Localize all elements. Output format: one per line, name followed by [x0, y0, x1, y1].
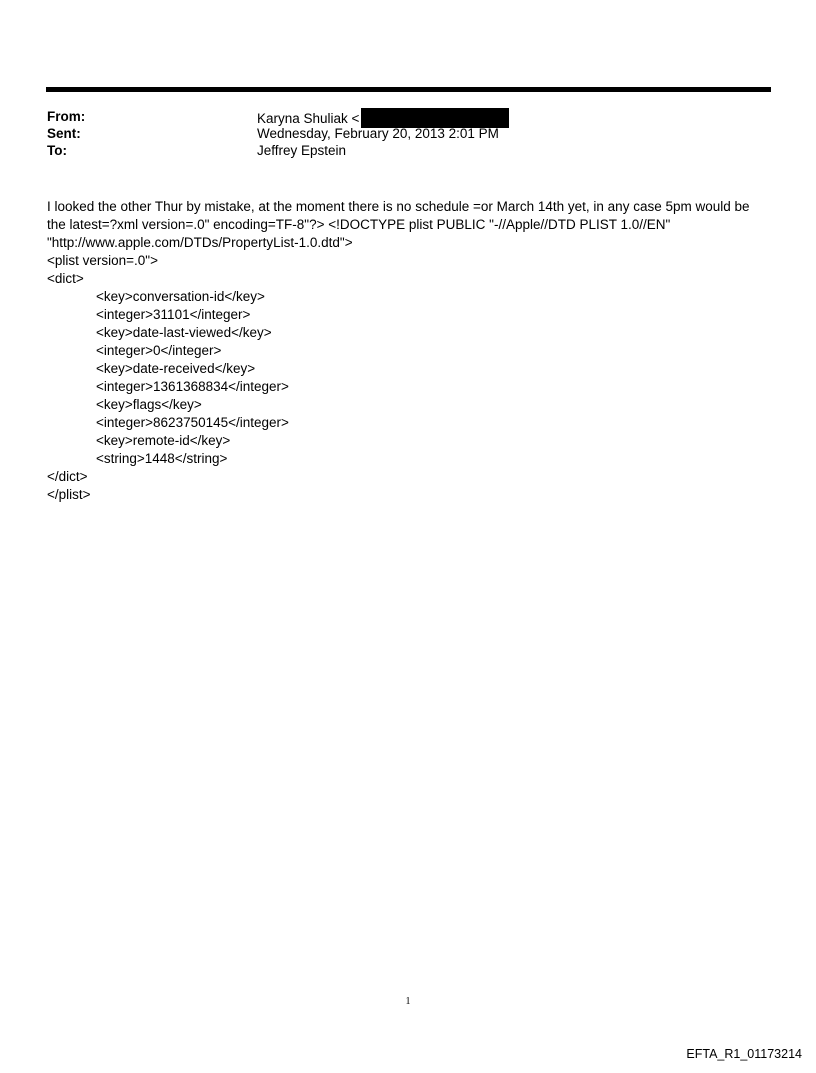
from-row	[47, 108, 767, 125]
body-line: </plist>	[47, 487, 91, 502]
body-line: <key>date-received</key>	[96, 361, 256, 376]
body-line: <integer>31101</integer>	[96, 307, 251, 322]
body-line: <integer>8623750145</integer>	[96, 415, 289, 430]
from-sender: Karyna Shuliak <	[257, 111, 360, 126]
sent-row	[47, 125, 767, 142]
body-line: <plist version=.0">	[47, 253, 158, 268]
body-line: "http://www.apple.com/DTDs/PropertyList-1.0.dtd">	[47, 235, 353, 250]
body-line: <integer>0</integer>	[96, 343, 222, 358]
to-value: Jeffrey Epstein	[257, 143, 347, 158]
sent-value: Wednesday, February 20, 2013 2:01 PM	[257, 126, 499, 141]
body-line: </dict>	[47, 469, 88, 484]
to-label: To:	[47, 143, 67, 158]
body-line: <key>flags</key>	[96, 397, 202, 412]
body-line: <key>date-last-viewed</key>	[96, 325, 272, 340]
body-line: I looked the other Thur by mistake, at the moment there is no schedule =or March 14th yet, in any case 5pm would be	[47, 199, 750, 214]
document-id: EFTA_R1_01173214	[686, 1047, 802, 1061]
page-number: 1	[405, 996, 411, 1007]
body-line: <dict>	[47, 271, 84, 286]
body-line: <key>conversation-id</key>	[96, 289, 265, 304]
body-line: <string>1448</string>	[96, 451, 228, 466]
from-label: From:	[47, 109, 86, 124]
email-header	[47, 108, 767, 159]
to-row	[47, 142, 767, 159]
sent-label: Sent:	[47, 126, 81, 141]
header-divider	[46, 87, 771, 92]
body-line: <key>remote-id</key>	[96, 433, 231, 448]
email-body	[47, 198, 763, 504]
body-line: the latest=?xml version=.0" encoding=TF-8"?> <!DOCTYPE plist PUBLIC "-//Apple//DTD PLIST 1.0//EN"	[47, 217, 671, 232]
body-line: <integer>1361368834</integer>	[96, 379, 289, 394]
